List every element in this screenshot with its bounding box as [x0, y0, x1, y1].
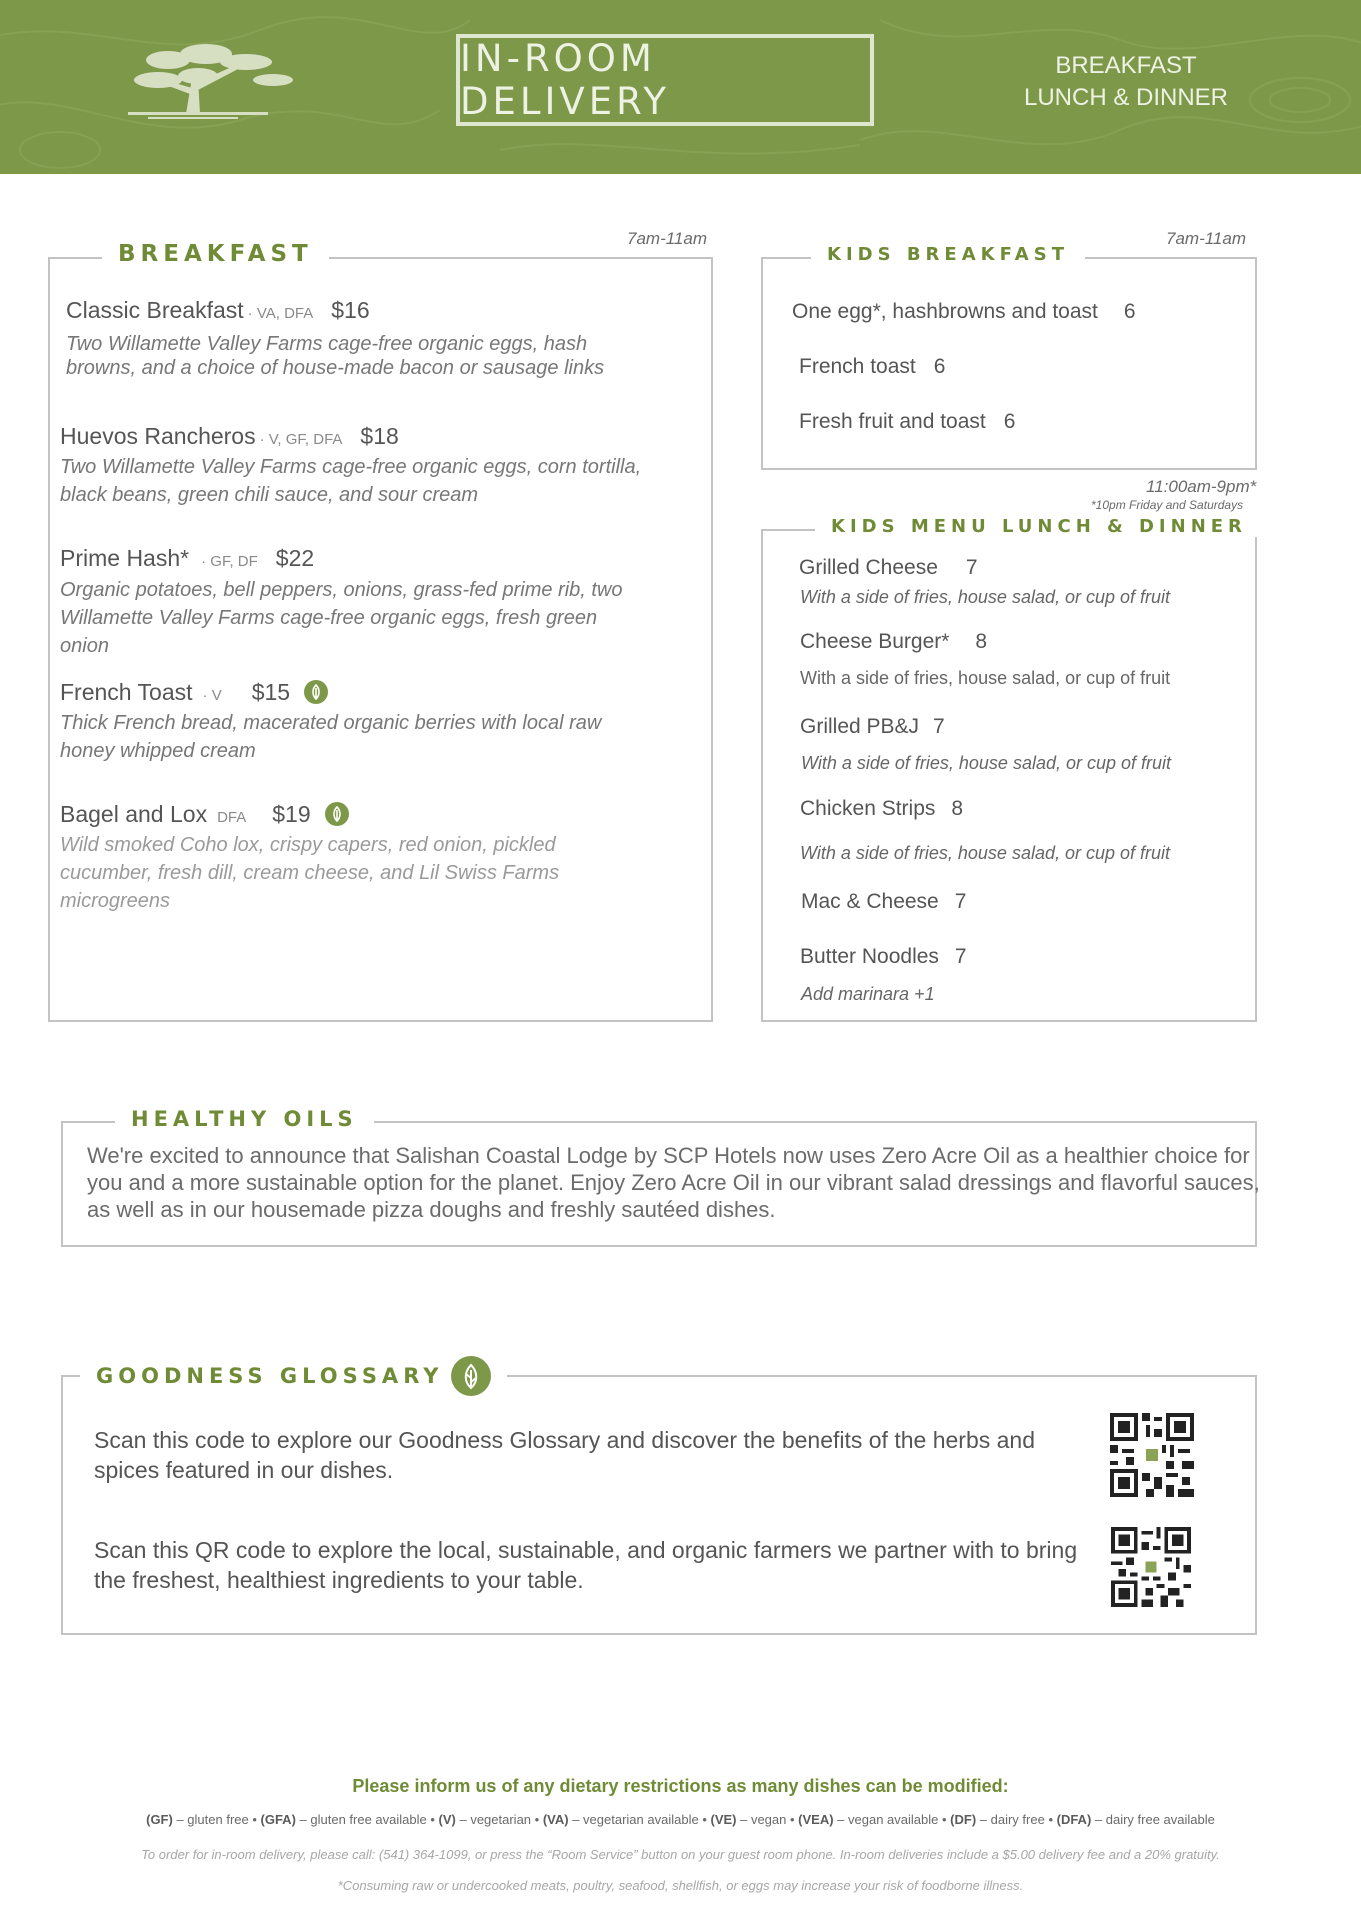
item-tags: · V [202, 687, 222, 704]
legend-text: – vegan available [837, 1812, 939, 1827]
item-price: 7 [954, 890, 967, 913]
item-name: Mac & Cheese [801, 890, 939, 913]
item-price: 7 [933, 715, 945, 738]
kids-item-description: With a side of fries, house salad, or cup of fruit [800, 587, 1171, 607]
legend-code: (V) [438, 1812, 456, 1827]
item-tags: DFA [217, 809, 247, 826]
consumption-warning: *Consuming raw or undercooked meats, poultry, seafood, shellfish, or eggs may increase your risk of foodborne illness. [337, 1878, 1024, 1893]
qr-code-icon[interactable] [1110, 1413, 1194, 1502]
goodness-glossary-heading [80, 1356, 507, 1396]
item-price: 6 [1003, 410, 1016, 433]
legend-code: (GF) [146, 1812, 173, 1827]
item-tags: · V, GF, DFA [259, 431, 343, 448]
dietary-legend: (GF) – gluten free • (GFA) – gluten free available • (V) – vegetarian • (VA) – vegetarian available • (VE) – vegan • (VEA) – vegan available • (DF) – dairy free • (DFA) – dairy free available [146, 1812, 1215, 1827]
kids-menu-item[interactable] [800, 715, 945, 739]
qr-code-icon[interactable] [1111, 1527, 1191, 1612]
kids-menu-item[interactable] [799, 556, 978, 580]
kids-item-description: With a side of fries, house salad, or cup of fruit [800, 668, 1171, 688]
kids-item-description: Add marinara +1 [801, 984, 935, 1004]
kids-item-description: With a side of fries, house salad, or cup of fruit [800, 843, 1171, 863]
legend-text: – dairy free [979, 1812, 1045, 1827]
kids-breakfast-item[interactable] [799, 355, 945, 379]
kids-item-description: With a side of fries, house salad, or cup of fruit [801, 753, 1172, 773]
glossary-title: GOODNESS GLOSSARY [96, 1364, 444, 1388]
item-price: 8 [975, 630, 988, 653]
service-hours-label [990, 50, 1262, 114]
item-name: Grilled PB&J [800, 715, 920, 738]
item-name: French Toast [60, 679, 193, 705]
legend-text: – vegan [740, 1812, 787, 1827]
item-description: Organic potatoes, bell peppers, onions, grass-fed prime rib, two Willamette Valley Farms cage-free organic eggs, fresh green onion [60, 579, 623, 657]
item-price: $18 [360, 423, 399, 449]
item-price: 6 [1123, 300, 1136, 323]
legend-text: – vegetarian [459, 1812, 532, 1827]
header-title-box [456, 34, 874, 126]
goodness-leaf-icon [325, 802, 349, 826]
menu-item-prime-hash[interactable] [60, 545, 314, 572]
legend-code: (VA) [542, 1812, 569, 1827]
kids-menu-item[interactable] [800, 945, 967, 969]
legend-code: (DFA) [1056, 1812, 1092, 1827]
page-title: IN-ROOM DELIVERY [460, 37, 671, 123]
kids-menu-heading: KIDS MENU LUNCH & DINNER [815, 516, 1263, 537]
menu-item-french-toast[interactable] [60, 679, 328, 706]
kids-menu-item[interactable] [800, 630, 987, 654]
kids-menu-hours-note: *10pm Friday and Saturdays [1091, 498, 1244, 512]
menu-item-bagel-and-lox[interactable] [60, 801, 349, 828]
item-name: Huevos Rancheros [60, 423, 256, 449]
item-description: Wild smoked Coho lox, crispy capers, red onion, pickled cucumber, fresh dill, cream cheese, and Lil Swiss Farms microgreens [60, 834, 560, 912]
tree-logo-icon [128, 40, 298, 125]
item-tags: · GF, DF [201, 553, 258, 570]
kids-breakfast-hours: 7am-11am [1166, 229, 1246, 248]
legend-text: – vegetarian available [572, 1812, 699, 1827]
menu-item-huevos-rancheros[interactable] [60, 423, 399, 450]
kids-menu-hours: 11:00am-9pm* [1146, 477, 1257, 496]
item-name: Fresh fruit and toast [799, 410, 986, 433]
healthy-oils-heading: HEALTHY OILS [115, 1107, 374, 1131]
item-name: Butter Noodles [800, 945, 939, 968]
kids-menu-item[interactable] [801, 890, 966, 914]
glossary-text-farmers: Scan this QR code to explore the local, sustainable, and organic farmers we partner with to bring the freshest, healthiest ingredients to your table. [94, 1537, 1078, 1593]
legend-code: (VE) [710, 1812, 737, 1827]
kids-breakfast-heading: KIDS BREAKFAST [811, 244, 1085, 265]
legend-text: – gluten free [176, 1812, 249, 1827]
item-description: Two Willamette Valley Farms cage-free organic eggs, hash browns, and a choice of house-made bacon or sausage links [66, 333, 605, 379]
order-instructions: To order for in-room delivery, please call: (541) 364-1099, or press the “Room Service” button on your guest room phone. In-room deliveries include a $5.00 delivery fee and a 20% gratuity. [141, 1847, 1220, 1862]
item-tags: · VA, DFA [247, 305, 314, 322]
header-banner [0, 0, 1361, 174]
item-name: Bagel and Lox [60, 801, 208, 827]
glossary-text-herbs: Scan this code to explore our Goodness Glossary and discover the benefits of the herbs and spices featured in our dishes. [94, 1427, 1036, 1483]
item-price: 6 [933, 355, 946, 378]
item-price: 7 [965, 556, 978, 579]
kids-menu-item[interactable] [800, 797, 963, 821]
item-price: $15 [251, 679, 291, 705]
item-name: Classic Breakfast [66, 297, 244, 323]
kids-breakfast-item[interactable] [792, 300, 1136, 324]
kids-breakfast-item[interactable] [799, 410, 1015, 434]
item-price: $16 [331, 297, 370, 323]
legend-code: (VEA) [798, 1812, 834, 1827]
legend-text: – gluten free available [299, 1812, 427, 1827]
healthy-oils-text: We're excited to announce that Salishan Coastal Lodge by SCP Hotels now uses Zero Acre Oil as a healthier choice for you and a more sustainable option for the planet. Enjoy Zero Acre Oil in our vibrant salad dressings and flavorful sauces, as well as in our housemade pizza doughs and freshly sautéed dishes. [87, 1143, 1260, 1222]
service-line-lunch-dinner: LUNCH & DINNER [1023, 84, 1229, 111]
item-name: Chicken Strips [800, 797, 936, 820]
item-name: Prime Hash* [60, 545, 190, 571]
service-line-breakfast: BREAKFAST [1055, 52, 1197, 79]
item-description: Two Willamette Valley Farms cage-free organic eggs, corn tortilla, black beans, green chili sauce, and sour cream [60, 456, 642, 506]
item-price: 7 [954, 945, 967, 968]
item-description: Thick French bread, macerated organic berries with local raw honey whipped cream [60, 712, 602, 762]
dietary-notice: Please inform us of any dietary restrictions as many dishes can be modified: [352, 1776, 1009, 1796]
legend-text: – dairy free available [1094, 1812, 1215, 1827]
breakfast-hours: 7am-11am [627, 229, 707, 248]
goodness-leaf-icon [304, 680, 328, 704]
item-price: $19 [272, 801, 311, 827]
item-name: Grilled Cheese [799, 556, 938, 579]
breakfast-heading: BREAKFAST [102, 241, 329, 267]
item-price: 8 [951, 797, 964, 820]
goodness-glossary-section [61, 1375, 1257, 1635]
item-price: $22 [275, 545, 315, 571]
legend-code: (DF) [950, 1812, 977, 1827]
menu-item-classic-breakfast[interactable] [66, 297, 370, 324]
leaf-badge-icon [451, 1356, 491, 1396]
item-name: French toast [799, 355, 916, 378]
item-name: Cheese Burger* [800, 630, 950, 653]
legend-code: (GFA) [260, 1812, 296, 1827]
item-name: One egg*, hashbrowns and toast [792, 300, 1098, 323]
